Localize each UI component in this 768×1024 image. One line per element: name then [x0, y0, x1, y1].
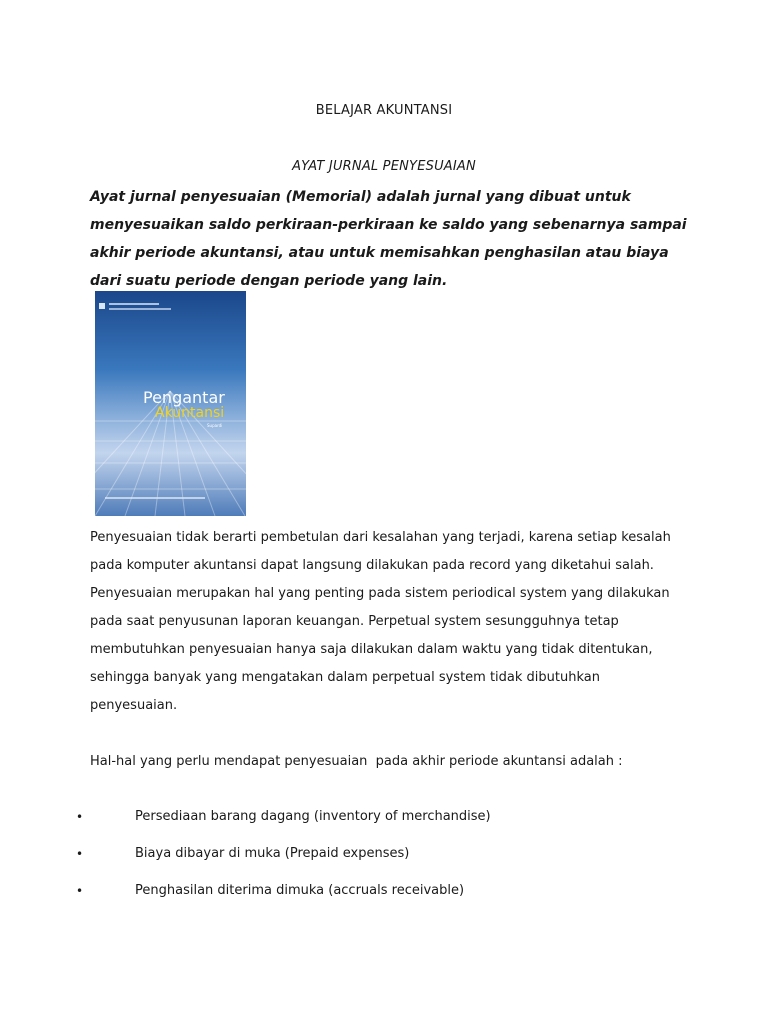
list-item	[0, 878, 768, 915]
section-heading: AYAT JURNAL PENYESUAIAN	[292, 159, 476, 174]
document-title: BELAJAR AKUNTANSI	[315, 103, 453, 118]
book-cover-image	[95, 291, 246, 516]
list-item-text: Penghasilan diterima dimuka (accruals receivable)	[135, 883, 465, 898]
intro-paragraph: Ayat jurnal penyesuaian (Memorial) adalah jurnal yang dibuat untuk menyesuaikan saldo perkiraan-perkiraan ke saldo yang sebenarnya sampai akhir periode akuntansi, atau untuk memisahkan penghasilan atau biaya dari suatu periode dengan periode yang lain.	[90, 189, 687, 289]
publisher-logo-icon	[99, 303, 105, 309]
bullet-icon: •	[76, 884, 84, 898]
body-paragraph: Penyesuaian tidak berarti pembetulan dari kesalahan yang terjadi, karena setiap kesalah pada komputer akuntansi dapat langsung dilakukan pada record yang diketahui salah. Penyesuaian merupakan hal yang penting pada sistem periodical system yang dilakukan pada saat penyusunan laporan keuangan. Perpetual system sesungguhnya tetap membutuhkan penyesuaian hanya saja dilakukan dalam waktu yang tidak ditentukan, sehingga banyak yang mengatakan dalam perpetual system tidak dibutuhkan penyesuaian.	[90, 530, 671, 713]
bullet-icon: •	[76, 847, 84, 861]
bullet-icon: •	[76, 810, 84, 824]
list-item	[0, 841, 768, 878]
list-item-text: Biaya dibayar di muka (Prepaid expenses)	[135, 846, 410, 861]
list-lead-paragraph: Hal-hal yang perlu mendapat penyesuaian pada akhir periode akuntansi adalah :	[90, 754, 623, 769]
book-cover-illustration	[95, 291, 246, 516]
cover-author: Supardi	[207, 423, 223, 428]
cover-title-line1: Pengantar	[143, 388, 225, 407]
list-item-text: Persediaan barang dagang (inventory of merchandise)	[135, 809, 491, 824]
cover-title-line2: Akuntansi	[155, 405, 225, 421]
list-item	[0, 804, 768, 841]
adjustment-items-list	[0, 804, 768, 915]
